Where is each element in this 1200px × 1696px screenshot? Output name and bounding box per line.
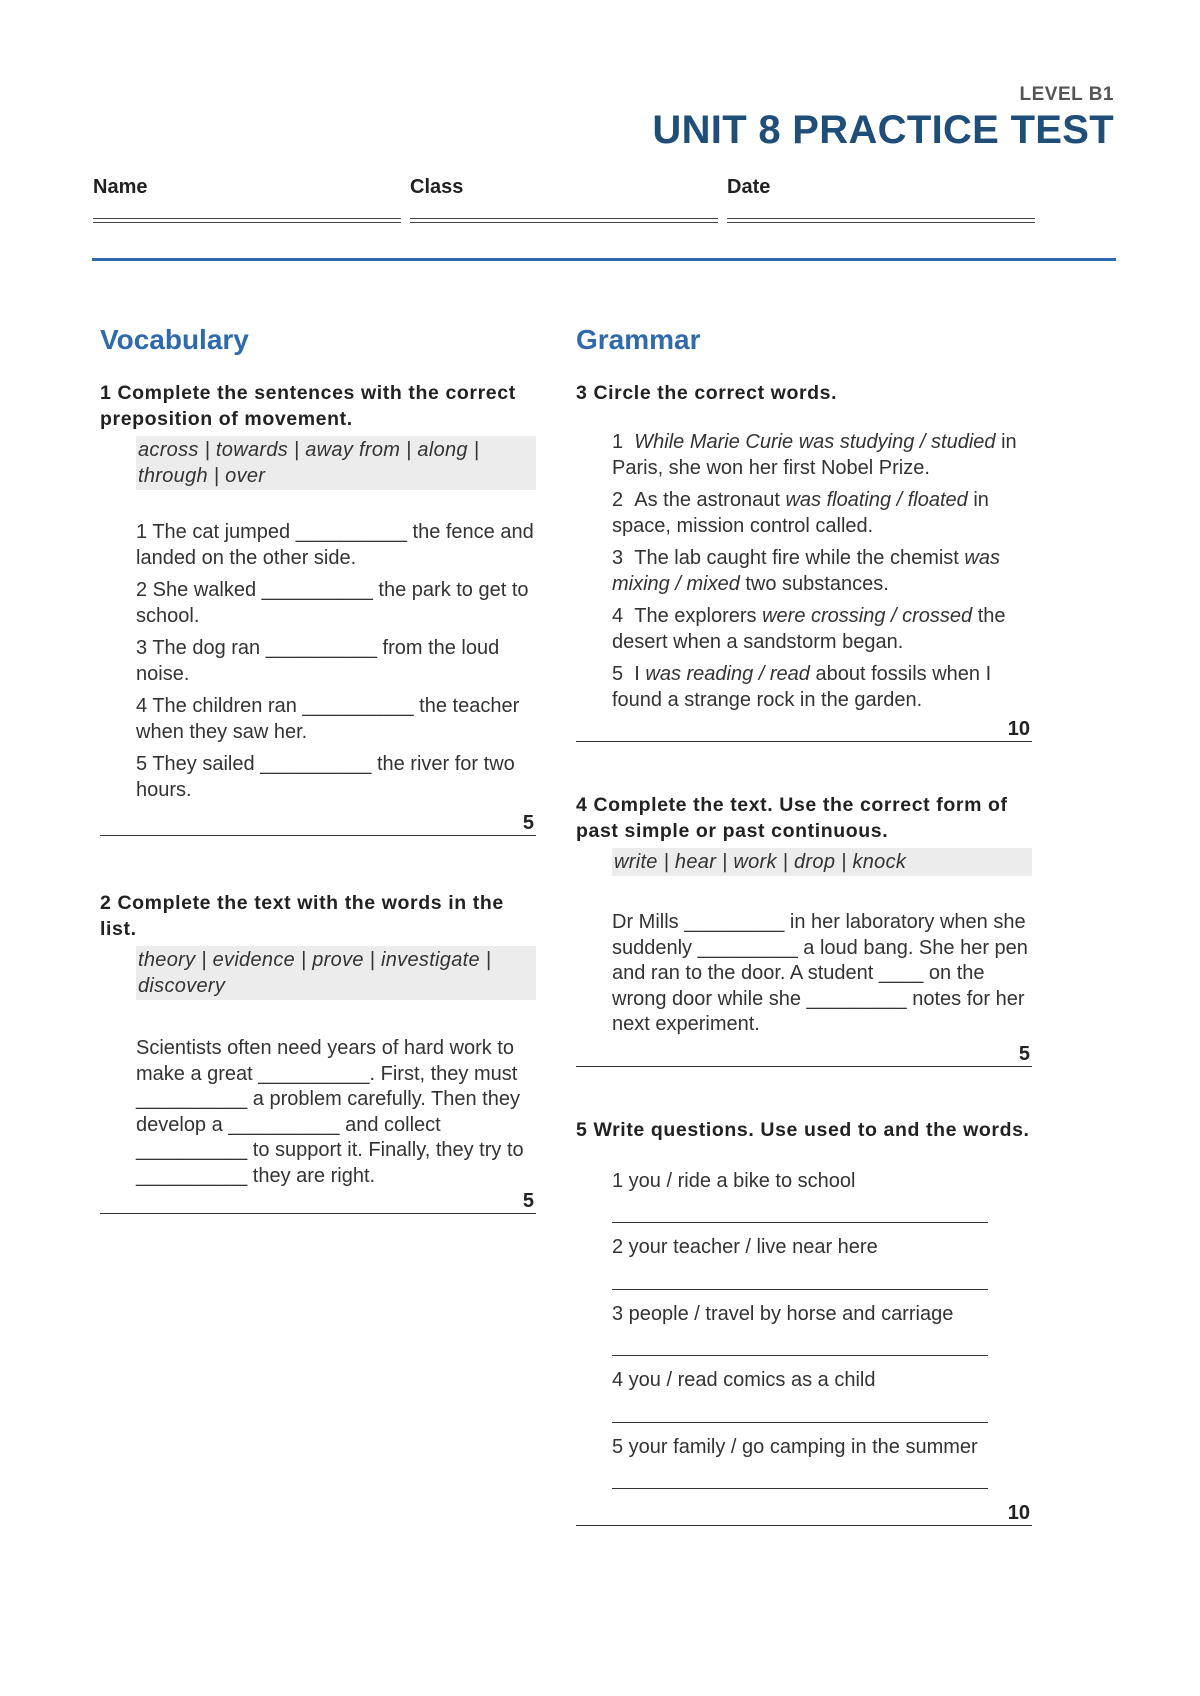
exercise-4-score: 5 [576, 1042, 1032, 1067]
vocabulary-heading: Vocabulary [100, 324, 249, 355]
exercise-1-title: 1 Complete the sentences with the correct preposition of movement. [100, 382, 516, 430]
answer-line[interactable] [612, 1488, 988, 1489]
exercise-2-score: 5 [100, 1189, 536, 1214]
exercise-5-item: 3 people / travel by horse and carriage [612, 1302, 954, 1325]
choice-options[interactable]: was reading / read [645, 663, 810, 685]
exercise-1-item[interactable]: 2 She walked __________ the park to get to school. [136, 579, 529, 627]
exercise-5-score: 10 [576, 1501, 1032, 1526]
exercise-1-item[interactable]: 3 The dog ran __________ from the loud noise. [136, 637, 500, 685]
exercise-5-items [612, 1169, 1032, 1490]
exercise-3-score: 10 [576, 717, 1032, 742]
exercise-3-items [612, 430, 1032, 713]
item-text-after: in space, mission control called. [612, 489, 989, 537]
exercise-1-item[interactable]: 1 The cat jumped __________ the fence and landed on the other side. [136, 521, 534, 569]
exercise-1-item[interactable]: 4 The children ran __________ the teacher when they saw her. [136, 695, 520, 743]
item-text-after: two substances. [739, 572, 889, 595]
exercise-3-item[interactable] [612, 604, 1032, 655]
item-text-before: As the astronaut [634, 489, 786, 511]
exercise-1-word-box: across | towards | away from | along | through | over [136, 436, 536, 490]
choice-options[interactable]: While Marie Curie was studying / studied [634, 431, 996, 453]
exercise-3-title: 3 Circle the correct words. [576, 382, 838, 404]
exercise-3-item[interactable] [612, 488, 1032, 539]
answer-line[interactable] [612, 1289, 988, 1290]
choice-options[interactable]: were crossing / crossed [762, 605, 973, 627]
answer-line[interactable] [612, 1422, 988, 1423]
exercise-1-item[interactable]: 5 They sailed __________ the river for two hours. [136, 753, 515, 801]
exercise-2-title: 2 Complete the text with the words in the list. [100, 892, 504, 940]
name-field[interactable] [93, 218, 401, 223]
header-divider [92, 258, 1116, 261]
item-text-before: I [634, 663, 646, 685]
item-text-after: about fossils when I found a strange rock in the garden. [612, 663, 992, 711]
choice-options[interactable]: was floating / floated [785, 489, 968, 511]
item-number: 4 [612, 605, 624, 627]
exercise-5-title: 5 Write questions. Use used to and the words. [576, 1118, 1030, 1141]
exercise-4-title: 4 Complete the text. Use the correct form of past simple or past continuous. [576, 794, 1008, 842]
exercise-2-text[interactable]: Scientists often need years of hard work to make a great __________. First, they must __________ a problem carefully. Then they develop a __________ and collect __________ to support it. Finally, they try to __________ they are right. [136, 1037, 524, 1187]
level-label: LEVEL B1 [1019, 84, 1114, 105]
item-number: 2 [612, 489, 624, 511]
exercise-3-item[interactable] [612, 546, 1032, 597]
exercise-4-word-box: write | hear | work | drop | knock [612, 848, 1032, 876]
item-text-after: the desert when a sandstorm began. [612, 605, 1006, 653]
date-label: Date [727, 176, 771, 198]
exercise-5-item: 1 you / ride a bike to school [612, 1169, 856, 1192]
item-text-before: The lab caught fire while the chemist [634, 547, 965, 569]
item-text-before: The explorers [634, 605, 763, 627]
choice-options[interactable]: was mixing / mixed [612, 547, 1000, 595]
date-field[interactable] [727, 218, 1035, 223]
exercise-4-text[interactable]: Dr Mills _________ in her laboratory when she suddenly _________ a loud bang. She her pen and ran to the door. A student ____ on the wrong door while she _________ notes for her next experiment. [612, 911, 1028, 1035]
item-number: 1 [612, 431, 624, 453]
item-text-after: in Paris, she won her first Nobel Prize. [612, 431, 1017, 479]
item-number: 3 [612, 547, 624, 569]
item-number: 5 [612, 663, 624, 685]
class-label: Class [410, 176, 464, 198]
exercise-1-score: 5 [100, 811, 536, 836]
vocabulary-section [100, 324, 536, 1214]
exercise-5-item: 2 your teacher / live near here [612, 1236, 878, 1258]
answer-line[interactable] [612, 1222, 988, 1223]
name-label: Name [93, 176, 148, 198]
exercise-3-item[interactable] [612, 662, 1032, 713]
exercise-5-item: 5 your family / go camping in the summer [612, 1435, 978, 1458]
grammar-section [576, 324, 1032, 1526]
exercise-2-word-box: theory | evidence | prove | investigate | discovery [136, 946, 536, 1000]
answer-line[interactable] [612, 1355, 988, 1356]
class-field[interactable] [410, 218, 718, 223]
exercise-5-item: 4 you / read comics as a child [612, 1369, 876, 1391]
grammar-heading: Grammar [576, 324, 701, 355]
exercise-1-items [136, 520, 536, 803]
page-title: UNIT 8 PRACTICE TEST [652, 108, 1114, 152]
exercise-3-item[interactable] [612, 430, 1032, 481]
